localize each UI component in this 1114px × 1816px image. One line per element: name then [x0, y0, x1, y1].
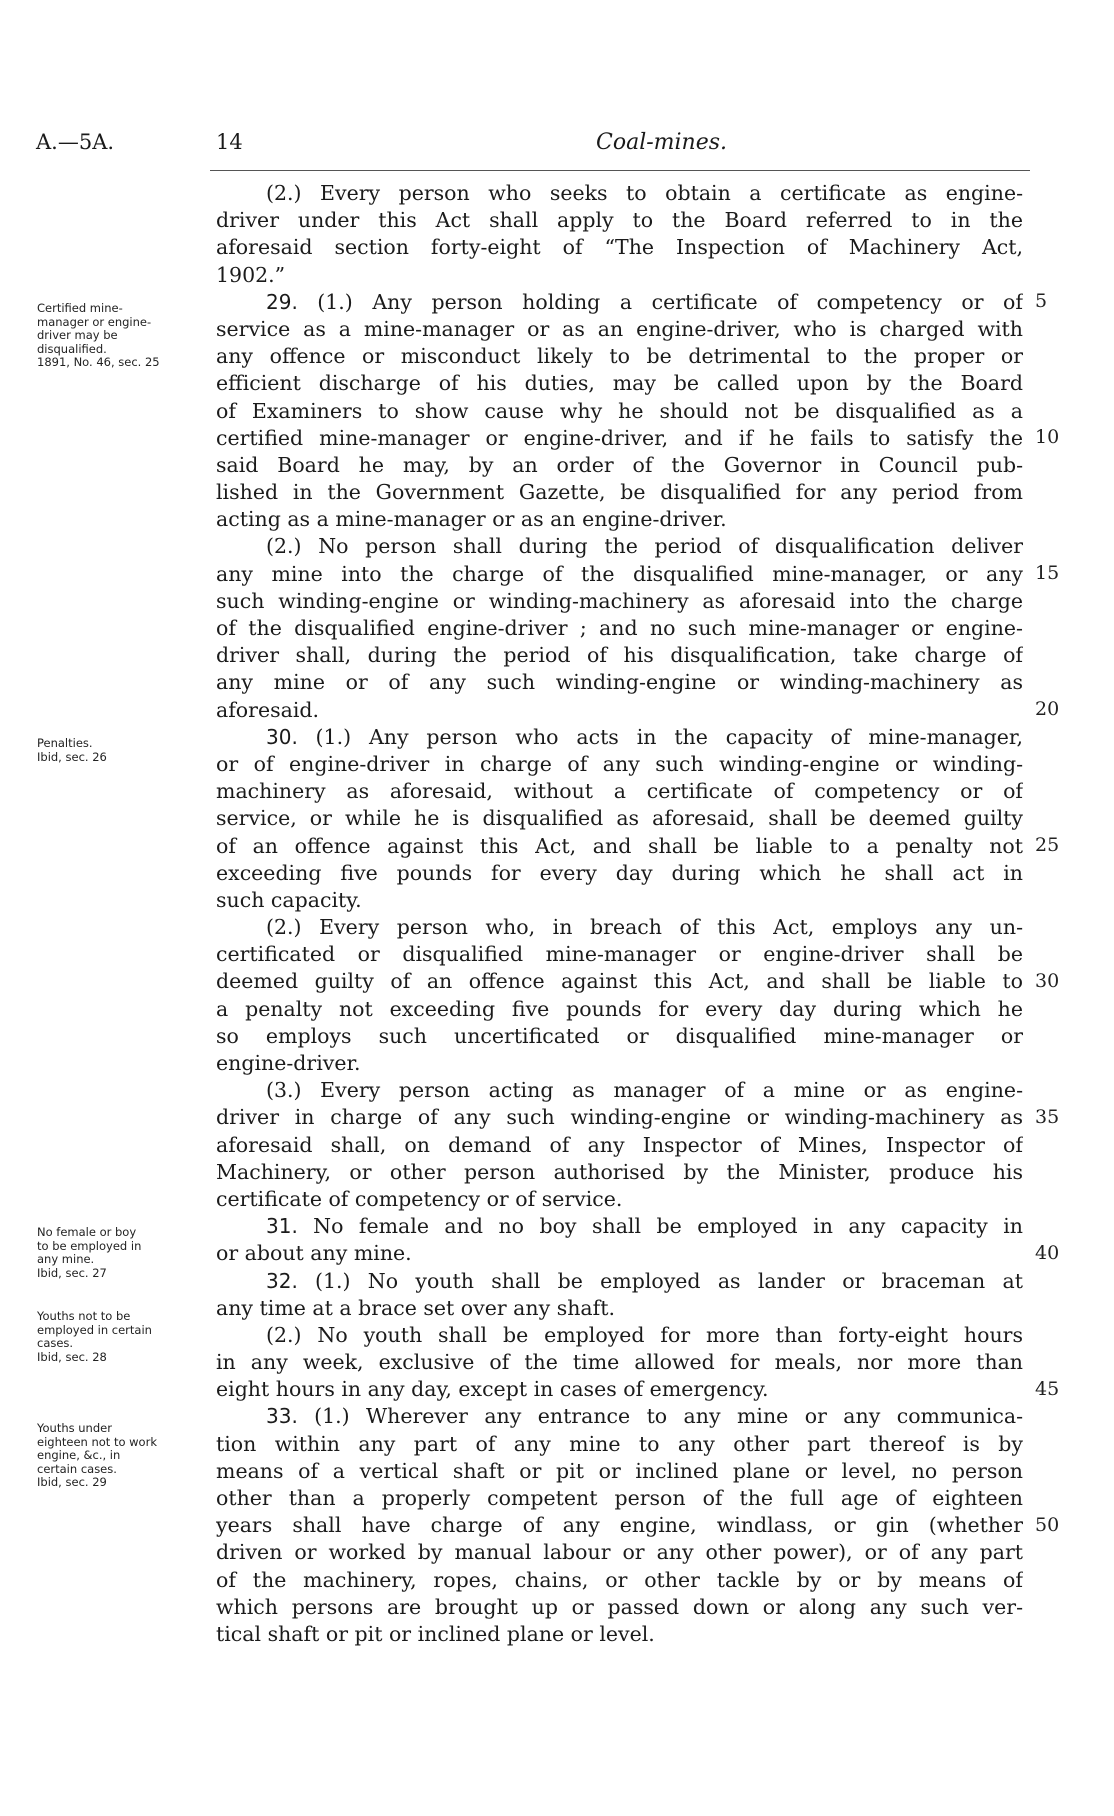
body-line-text: (2.) Every person who, in breach of this Act, employs any un- — [266, 915, 1023, 940]
body-line — [216, 289, 1023, 316]
body-line — [216, 1023, 1023, 1050]
body-line — [216, 588, 1023, 615]
body-line — [216, 1050, 1023, 1077]
body-line — [216, 941, 1023, 968]
body-line — [216, 914, 1023, 941]
body-line — [216, 615, 1023, 642]
page-title: Coal-mines. — [596, 130, 728, 155]
section-number: 33. — [266, 1404, 315, 1429]
body-line — [216, 805, 1023, 832]
body-line-text: aforesaid. — [216, 697, 320, 722]
body-line — [216, 1376, 1023, 1403]
line-number: 35 — [1035, 1106, 1060, 1128]
body-line-text: certificate of competency or of service. — [216, 1186, 623, 1211]
body-line — [216, 180, 1023, 207]
line-number: 30 — [1035, 970, 1060, 992]
body-line — [216, 1403, 1023, 1430]
body-line — [216, 1295, 1023, 1322]
body-line — [216, 425, 1023, 452]
body-line-text: deemed guilty of an offence against this Act, and shall be liable to — [216, 969, 1023, 994]
body-line — [216, 887, 1023, 914]
body-line-text: exceeding five pounds for every day during which he shall act in — [216, 860, 1023, 885]
body-line — [216, 996, 1023, 1023]
line-number: 25 — [1035, 834, 1060, 856]
line-number: 20 — [1035, 698, 1060, 720]
paper-reference: A.—5A. — [36, 130, 115, 154]
body-line — [216, 262, 1023, 289]
body-line — [216, 207, 1023, 234]
body-line — [216, 452, 1023, 479]
body-line-text: any offence or misconduct likely to be detrimental to the proper or — [216, 344, 1023, 369]
body-line — [216, 1186, 1023, 1213]
body-line — [216, 833, 1023, 860]
body-line — [216, 1621, 1023, 1648]
body-line — [216, 669, 1023, 696]
body-line-text: (2.) No youth shall be employed for more than forty-eight hours — [266, 1322, 1023, 1347]
body-line-text: aforesaid section forty-eight of “The Inspection of Machinery Act, — [216, 235, 1023, 260]
body-line — [216, 1213, 1023, 1240]
body-line-text: lished in the Government Gazette, be disqualified for any period from — [216, 480, 1023, 505]
body-line-text: 1902.” — [216, 262, 286, 287]
body-line — [216, 1567, 1023, 1594]
header-rule — [210, 170, 1030, 171]
body-line-text: driver shall, during the period of his disqualification, take charge of — [216, 643, 1023, 668]
body-line — [216, 1077, 1023, 1104]
body-line-text: tion within any part of any mine to any other part thereof is by — [216, 1431, 1023, 1456]
body-line — [216, 1431, 1023, 1458]
body-line-text: years shall have charge of any engine, windlass, or gin (whether — [216, 1513, 1023, 1538]
body-line-text: acting as a mine-manager or as an engine-driver. — [216, 507, 727, 532]
body-line-text: certificated or disqualified mine-manager or engine-driver shall be — [216, 942, 1023, 967]
body-line — [216, 561, 1023, 588]
section-number: 29. — [266, 289, 318, 314]
body-line-text: or of engine-driver in charge of any such winding-engine or winding- — [216, 751, 1023, 776]
body-line — [216, 1594, 1023, 1621]
body-line-text: service, or while he is disqualified as aforesaid, shall be deemed guilty — [216, 806, 1023, 831]
body-line-text: driver under this Act shall apply to the Board referred to in the — [216, 208, 1023, 233]
running-header — [36, 130, 1076, 160]
body-line — [216, 1539, 1023, 1566]
body-line — [216, 1132, 1023, 1159]
body-line-text: in any week, exclusive of the time allowed for meals, nor more than — [216, 1350, 1023, 1375]
body-line-text: so employs such uncertificated or disqualified mine-manager or — [216, 1023, 1023, 1048]
body-line-text: (1.) Any person who acts in the capacity of mine-manager, — [315, 724, 1023, 749]
body-line-text: a penalty not exceeding five pounds for every day during which he — [216, 996, 1023, 1021]
body-line — [216, 1322, 1023, 1349]
body-line-text: No female and no boy shall be employed in any capacity in — [313, 1214, 1023, 1239]
body-line-text: which persons are brought up or passed down or along any such ver- — [216, 1594, 1023, 1619]
body-line — [216, 697, 1023, 724]
body-line — [216, 860, 1023, 887]
body-line — [216, 479, 1023, 506]
line-number: 5 — [1035, 290, 1048, 312]
body-line-text: of Examiners to show cause why he should not be disqualified as a — [216, 398, 1023, 423]
body-line — [216, 1159, 1023, 1186]
body-line-text: any mine into the charge of the disqualified mine-manager, or any — [216, 561, 1023, 586]
body-line-text: such winding-engine or winding-machinery as aforesaid into the charge — [216, 588, 1023, 613]
body-line-text: driver in charge of any such winding-engine or winding-machinery as — [216, 1105, 1023, 1130]
body-line-text: (1.) No youth shall be employed as lander or braceman at — [314, 1268, 1023, 1293]
body-line-text: of the disqualified engine-driver ; and no such mine-manager or engine- — [216, 616, 1023, 640]
body-line — [216, 968, 1023, 995]
body-line-text: any time at a brace set over any shaft. — [216, 1295, 615, 1320]
margin-note-disqualified: Certified mine- manager or engine- driver may be disqualified. 1891, No. 46, sec. 25 — [37, 301, 160, 369]
body-line-text: such capacity. — [216, 887, 362, 912]
body-line-text: (2.) Every person who seeks to obtain a certificate as engine- — [266, 181, 1023, 205]
section-number: 30. — [266, 724, 316, 749]
body-line — [216, 316, 1023, 343]
body-line-text: (1.) Wherever any entrance to any mine or any communica- — [314, 1404, 1023, 1429]
body-line — [216, 533, 1023, 560]
body-line — [216, 778, 1023, 805]
section-number: 32. — [266, 1268, 315, 1293]
margin-note-penalties: Penalties. Ibid, sec. 26 — [37, 736, 107, 764]
body-line — [216, 1458, 1023, 1485]
body-line — [216, 1349, 1023, 1376]
line-number: 40 — [1035, 1242, 1060, 1264]
line-number: 10 — [1035, 426, 1060, 448]
body-line-text: any mine or of any such winding-engine or winding-machinery as — [216, 670, 1023, 695]
body-line-text: certified mine-manager or engine-driver, and if he fails to satisfy the — [216, 425, 1023, 450]
body-line — [216, 1268, 1023, 1295]
body-line-text: of the machinery, ropes, chains, or other tackle by or by means of — [216, 1567, 1023, 1592]
margin-note-youths-under-eighteen: Youths under eighteen not to work engine, &c., in certain cases. Ibid, sec. 29 — [37, 1421, 157, 1489]
margin-note-youths: Youths not to be employed in certain cases. Ibid, sec. 28 — [37, 1309, 152, 1364]
body-line — [216, 370, 1023, 397]
section-number: 31. — [266, 1214, 314, 1239]
body-line — [216, 1485, 1023, 1512]
body-line-text: eight hours in any day, except in cases of emergency. — [216, 1377, 769, 1402]
margin-note-no-female-or-boy: No female or boy to be employed in any mine. Ibid, sec. 27 — [37, 1225, 142, 1280]
body-line — [216, 1240, 1023, 1267]
body-line-text: driven or worked by manual labour or any other power), or of any part — [216, 1540, 1023, 1565]
body-line — [216, 1104, 1023, 1131]
body-line-text: means of a vertical shaft or pit or inclined plane or level, no person — [216, 1458, 1023, 1483]
body-line — [216, 398, 1023, 425]
body-line-text: (2.) No person shall during the period of disqualification deliver — [266, 534, 1023, 559]
statute-body — [216, 180, 1023, 1648]
body-line — [216, 724, 1023, 751]
body-line-text: machinery as aforesaid, without a certificate of competency or of — [216, 779, 1023, 804]
body-line-text: engine-driver. — [216, 1051, 361, 1075]
body-line — [216, 751, 1023, 778]
body-line-text: tical shaft or pit or inclined plane or level. — [216, 1621, 655, 1646]
body-line — [216, 343, 1023, 370]
body-line-text: Machinery, or other person authorised by the Minister, produce his — [216, 1159, 1023, 1184]
page-number: 14 — [216, 130, 243, 154]
body-line — [216, 642, 1023, 669]
body-line-text: efficient discharge of his duties, may be called upon by the Board — [216, 371, 1023, 396]
body-line — [216, 234, 1023, 261]
body-line — [216, 1512, 1023, 1539]
line-number: 45 — [1035, 1378, 1060, 1400]
line-number: 50 — [1035, 1514, 1060, 1536]
line-number: 15 — [1035, 562, 1060, 584]
body-line-text: (1.) Any person holding a certificate of competency or of — [317, 289, 1023, 314]
body-line-text: (3.) Every person acting as manager of a mine or as engine- — [266, 1078, 1023, 1103]
body-line — [216, 506, 1023, 533]
body-line-text: other than a properly competent person of the full age of eighteen — [216, 1486, 1023, 1510]
body-line-text: said Board he may, by an order of the Governor in Council pub- — [216, 452, 1023, 477]
body-line-text: or about any mine. — [216, 1241, 412, 1266]
body-line-text: of an offence against this Act, and shall be liable to a penalty not — [216, 833, 1023, 858]
body-line-text: service as a mine-manager or as an engine-driver, who is charged with — [216, 316, 1023, 341]
body-line-text: aforesaid shall, on demand of any Inspector of Mines, Inspector of — [216, 1132, 1023, 1157]
